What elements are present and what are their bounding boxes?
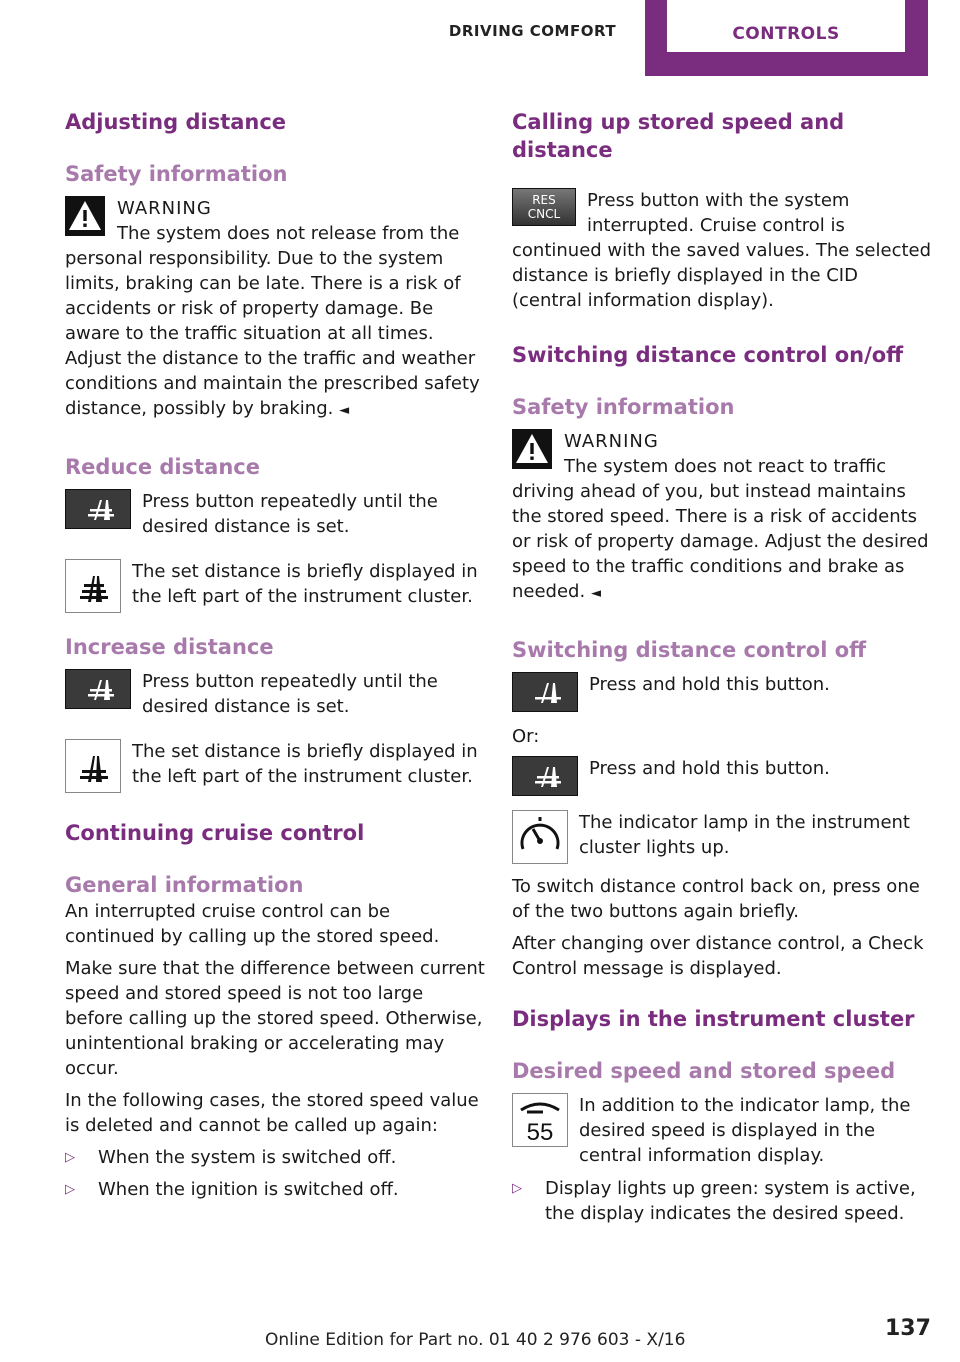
heading-switching-distance-control: Switching distance control on/off (512, 343, 904, 367)
general-paragraph-2: Make sure that the difference between current speed and stored speed is not too large before calling up the stored speed. Otherwise, unintentional braking or accelerating may occur. (65, 958, 485, 1079)
list-item: ▷ When the ignition is switched off. (65, 1177, 485, 1202)
increase-display-text: The set distance is briefly displayed in the left part of the instrument cluster. (132, 741, 478, 787)
general-paragraph-3: In the following cases, the stored speed value is deleted and cannot be called up again: (65, 1090, 479, 1136)
warning-title: WARNING (564, 431, 659, 452)
cncl-label: CNCL (527, 207, 561, 221)
heading-desired-speed: Desired speed and stored speed (512, 1059, 896, 1083)
general-paragraph-1: An interrupted cruise control can be continued by calling up the stored speed. (65, 901, 440, 947)
section-title: DRIVING COMFORT (448, 22, 617, 40)
right-column (512, 108, 932, 1233)
res-button-row (512, 188, 932, 313)
chapter-title: CONTROLS (667, 0, 905, 52)
list-item: ▷ Display lights up green: system is active, the display indicates the desired speed. (512, 1176, 932, 1226)
off-button-row-1 (512, 672, 932, 712)
warning-text: The system does not react to traffic driving ahead of you, but instead maintains the stored speed. There is a risk of accidents or risk of property damage. Adjust the desired speed to the traffic conditions and brake as needed. (512, 456, 929, 602)
distance-display-icon (65, 739, 121, 793)
speedometer-lamp-icon (512, 810, 568, 864)
heading-general-information: General information (65, 873, 304, 897)
speed-value: 55 (526, 1119, 554, 1146)
desired-speed-display-icon (512, 1093, 568, 1147)
heading-switching-off: Switching distance control off (512, 638, 867, 662)
back-on-text: To switch distance control back on, press one of the two buttons again briefly. (512, 876, 920, 922)
distance-button-icon (65, 489, 131, 529)
res-label: RES (532, 193, 556, 207)
page-number: 137 (885, 1316, 931, 1341)
warning-title: WARNING (117, 198, 212, 219)
distance-display-icon (65, 559, 121, 613)
heading-calling-up-stored-speed: Calling up stored speed and distance (512, 110, 845, 162)
end-mark: ◄ (339, 403, 350, 418)
reduce-display-text: The set distance is briefly displayed in the left part of the instrument cluster. (132, 561, 478, 607)
reduce-display-row (65, 559, 485, 613)
display-status-list (512, 1176, 932, 1226)
warning-text: The system does not release from the personal responsibility. Due to the system limits, braking can be late. There is a risk of accidents or risk of property damage. Be aware to the traffic situation at all times. Adjust the distance to the traffic and weather conditions and maintain the prescribed safety distance, possibly by braking. (65, 223, 480, 419)
warning-triangle-icon (65, 196, 105, 236)
check-control-text: After changing over distance control, a Check Control message is displayed. (512, 933, 924, 979)
press-hold-text-1: Press and hold this button. (589, 674, 830, 695)
end-mark: ◄ (590, 586, 601, 601)
off-button-row-2 (512, 756, 932, 796)
warning-block (65, 196, 485, 423)
heading-adjusting-distance: Adjusting distance (65, 110, 287, 134)
distance-button-icon (512, 756, 578, 796)
increase-display-row (65, 739, 485, 793)
warning-block (512, 429, 932, 606)
or-text: Or: (512, 726, 540, 747)
chapter-tab (645, 0, 928, 76)
footer-edition: Online Edition for Part no. 01 40 2 976 603 - X/16 (265, 1330, 686, 1350)
heading-safety-information: Safety information (65, 162, 288, 186)
heading-reduce-distance: Reduce distance (65, 455, 260, 479)
heading-continuing-cruise-control: Continuing cruise control (65, 821, 365, 845)
warning-triangle-icon (512, 429, 552, 469)
desired-speed-row (512, 1093, 932, 1168)
deletion-cases-list (65, 1145, 485, 1202)
calling-text: Press button with the system interrupted. Cruise control is continued with the saved values. The selected distance is briefly displayed in the CID (central information display). (512, 190, 932, 311)
distance-button-icon (65, 669, 131, 709)
list-item: ▷ When the system is switched off. (65, 1145, 485, 1170)
lamp-row (512, 810, 932, 864)
heading-displays-instrument-cluster: Displays in the instrument cluster (512, 1007, 915, 1031)
distance-button-icon (512, 672, 578, 712)
lamp-text: The indicator lamp in the instrument cluster lights up. (579, 812, 910, 858)
heading-safety-information: Safety information (512, 395, 735, 419)
increase-press-text: Press button repeatedly until the desired distance is set. (142, 671, 438, 717)
left-column (65, 108, 485, 1209)
press-hold-text-2: Press and hold this button. (589, 758, 830, 779)
res-cncl-button-icon (512, 188, 576, 226)
heading-increase-distance: Increase distance (65, 635, 274, 659)
increase-button-row (65, 669, 485, 719)
reduce-press-text: Press button repeatedly until the desired distance is set. (142, 491, 438, 537)
reduce-button-row (65, 489, 485, 539)
desired-speed-text: In addition to the indicator lamp, the desired speed is displayed in the central information display. (579, 1095, 911, 1166)
